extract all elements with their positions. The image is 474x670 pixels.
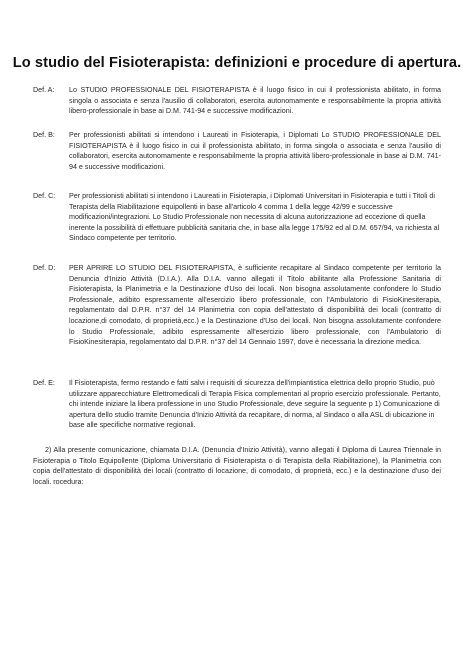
definition-text: Lo STUDIO PROFESSIONALE DEL FISIOTERAPISTA è il luogo fisico in cui il professionista abilitato, in forma singola o associata e senza l'ausilio di collaboratori, esercita autonomamente e responsabilmente la propria attività libero-professionale in base ai D.M. 741-94 e successive modificazioni. <box>69 86 441 116</box>
definition-d <box>33 263 441 348</box>
document-title: Lo studio del Fisioterapista: definizioni e procedure di apertura. <box>12 55 462 71</box>
definition-e <box>33 378 441 431</box>
definition-b <box>33 130 441 172</box>
definition-text: Per professionisti abilitati si intendono i Laureati in Fisioterapia, i Diplomati Lo STUDIO PROFESSIONALE DEL FISIOTERAPISTA è il luogo fisico in cui il professionista abilitato, in forma singola o associata e senza l'ausilio di collaboratori, esercita autonomamente e responsabilmente la propria attività libero-professionale in base ai D.M. 741-94 e successive modificazioni. <box>69 131 441 171</box>
definition-label: Def. E: <box>33 379 55 387</box>
closing-paragraph <box>33 445 441 487</box>
definition-a <box>33 85 441 117</box>
definition-label: Def. B: <box>33 131 55 139</box>
definition-text: Per professionisti abilitati si intendono i Laureati in Fisioterapia, i Diplomati Universitari in Fisioterapia e tutti i Titoli di Terapista della Riabilitazione equipollenti in base all'articolo 4 comma 1 della legge 42/99 e successive modificazioni/integrazioni. Lo Studio Professionale non necessita di alcuna autorizzazione ad eccezione di quella inerente la possibilità di effettuare pubblicità sanitaria che, in base alla legge 175/92 ed al D.M. 657/94, va richiesta al Sindaco competente per territorio. <box>69 192 440 243</box>
definition-text: PER APRIRE LO STUDIO DEL FISIOTERAPISTA, è sufficiente recapitare al Sindaco competente per territorio la Denuncia d'Inizio Attività (D.I.A.). Alla D.I.A. vanno allegati il Titolo abilitante alla Professione Sanitaria di Fisioterapista, la Planimetria e la Destinazione d'Uso dei locali. Non bisogna assolutamente confondere lo Studio Professionale, adibito espressamente all'esercizio libero professionale, con l'Ambulatorio di FisioKinesiterapia, regolamentato dal D.P.R. n°37 del 14 Planimetria con copia dell'attestato di disponibilità dei locali (contratto di locazione,di comodato, di proprietà,ecc.) e la Destinazione d'Uso dei locali. Non bisogna assolutamente confondere lo Studio Professionale, adibito espressamente all'esercizio libero professionale, con l'Ambulatorio di FisioKinesiterapia, regolamentato dal D.P.R. n°37 del 14 Gennaio 1997, dove è necessaria la direzione medica. <box>69 264 441 347</box>
definition-c <box>33 191 441 244</box>
definition-label: Def. A: <box>33 86 55 94</box>
definition-label: Def. D: <box>33 264 56 272</box>
definition-text: Il Fisioterapista, fermo restando e fatti salvi i requisiti di sicurezza dell'impiantistica elettrica dello proprio Studio, può utilizzare apparecchiature Elettromedicali di Terapia Fisica complementari al proprio esercizio professionale. Pertanto, chi intende iniziare la libera professione in uno Studio Professionale, deve seguire la seguente p 1) Comunicazione di apertura dello studio tramite Denuncia d'Inizio Attività da recapitare, di norma, al Sindaco o alla ASL di ubicazione in base alle specifiche normative regionali. <box>69 379 441 430</box>
definition-label: Def. C: <box>33 192 56 200</box>
closing-paragraph-text: 2) Alla presente comunicazione, chiamata D.I.A. (Denuncia d'Inizio Attività), vanno allegati il Diploma di Laurea Triennale in Fisioterapia o Titolo Equipollente (Diploma Universitario di Fisioterapista o di Terapista della Riabilitazione), la Planimetria con copia dell'attestato di disponibilità dei locali (contratto di locazione, di comodato, di proprietà, ecc.) e la destinazione d'uso dei locali. rocedura: <box>33 446 441 486</box>
